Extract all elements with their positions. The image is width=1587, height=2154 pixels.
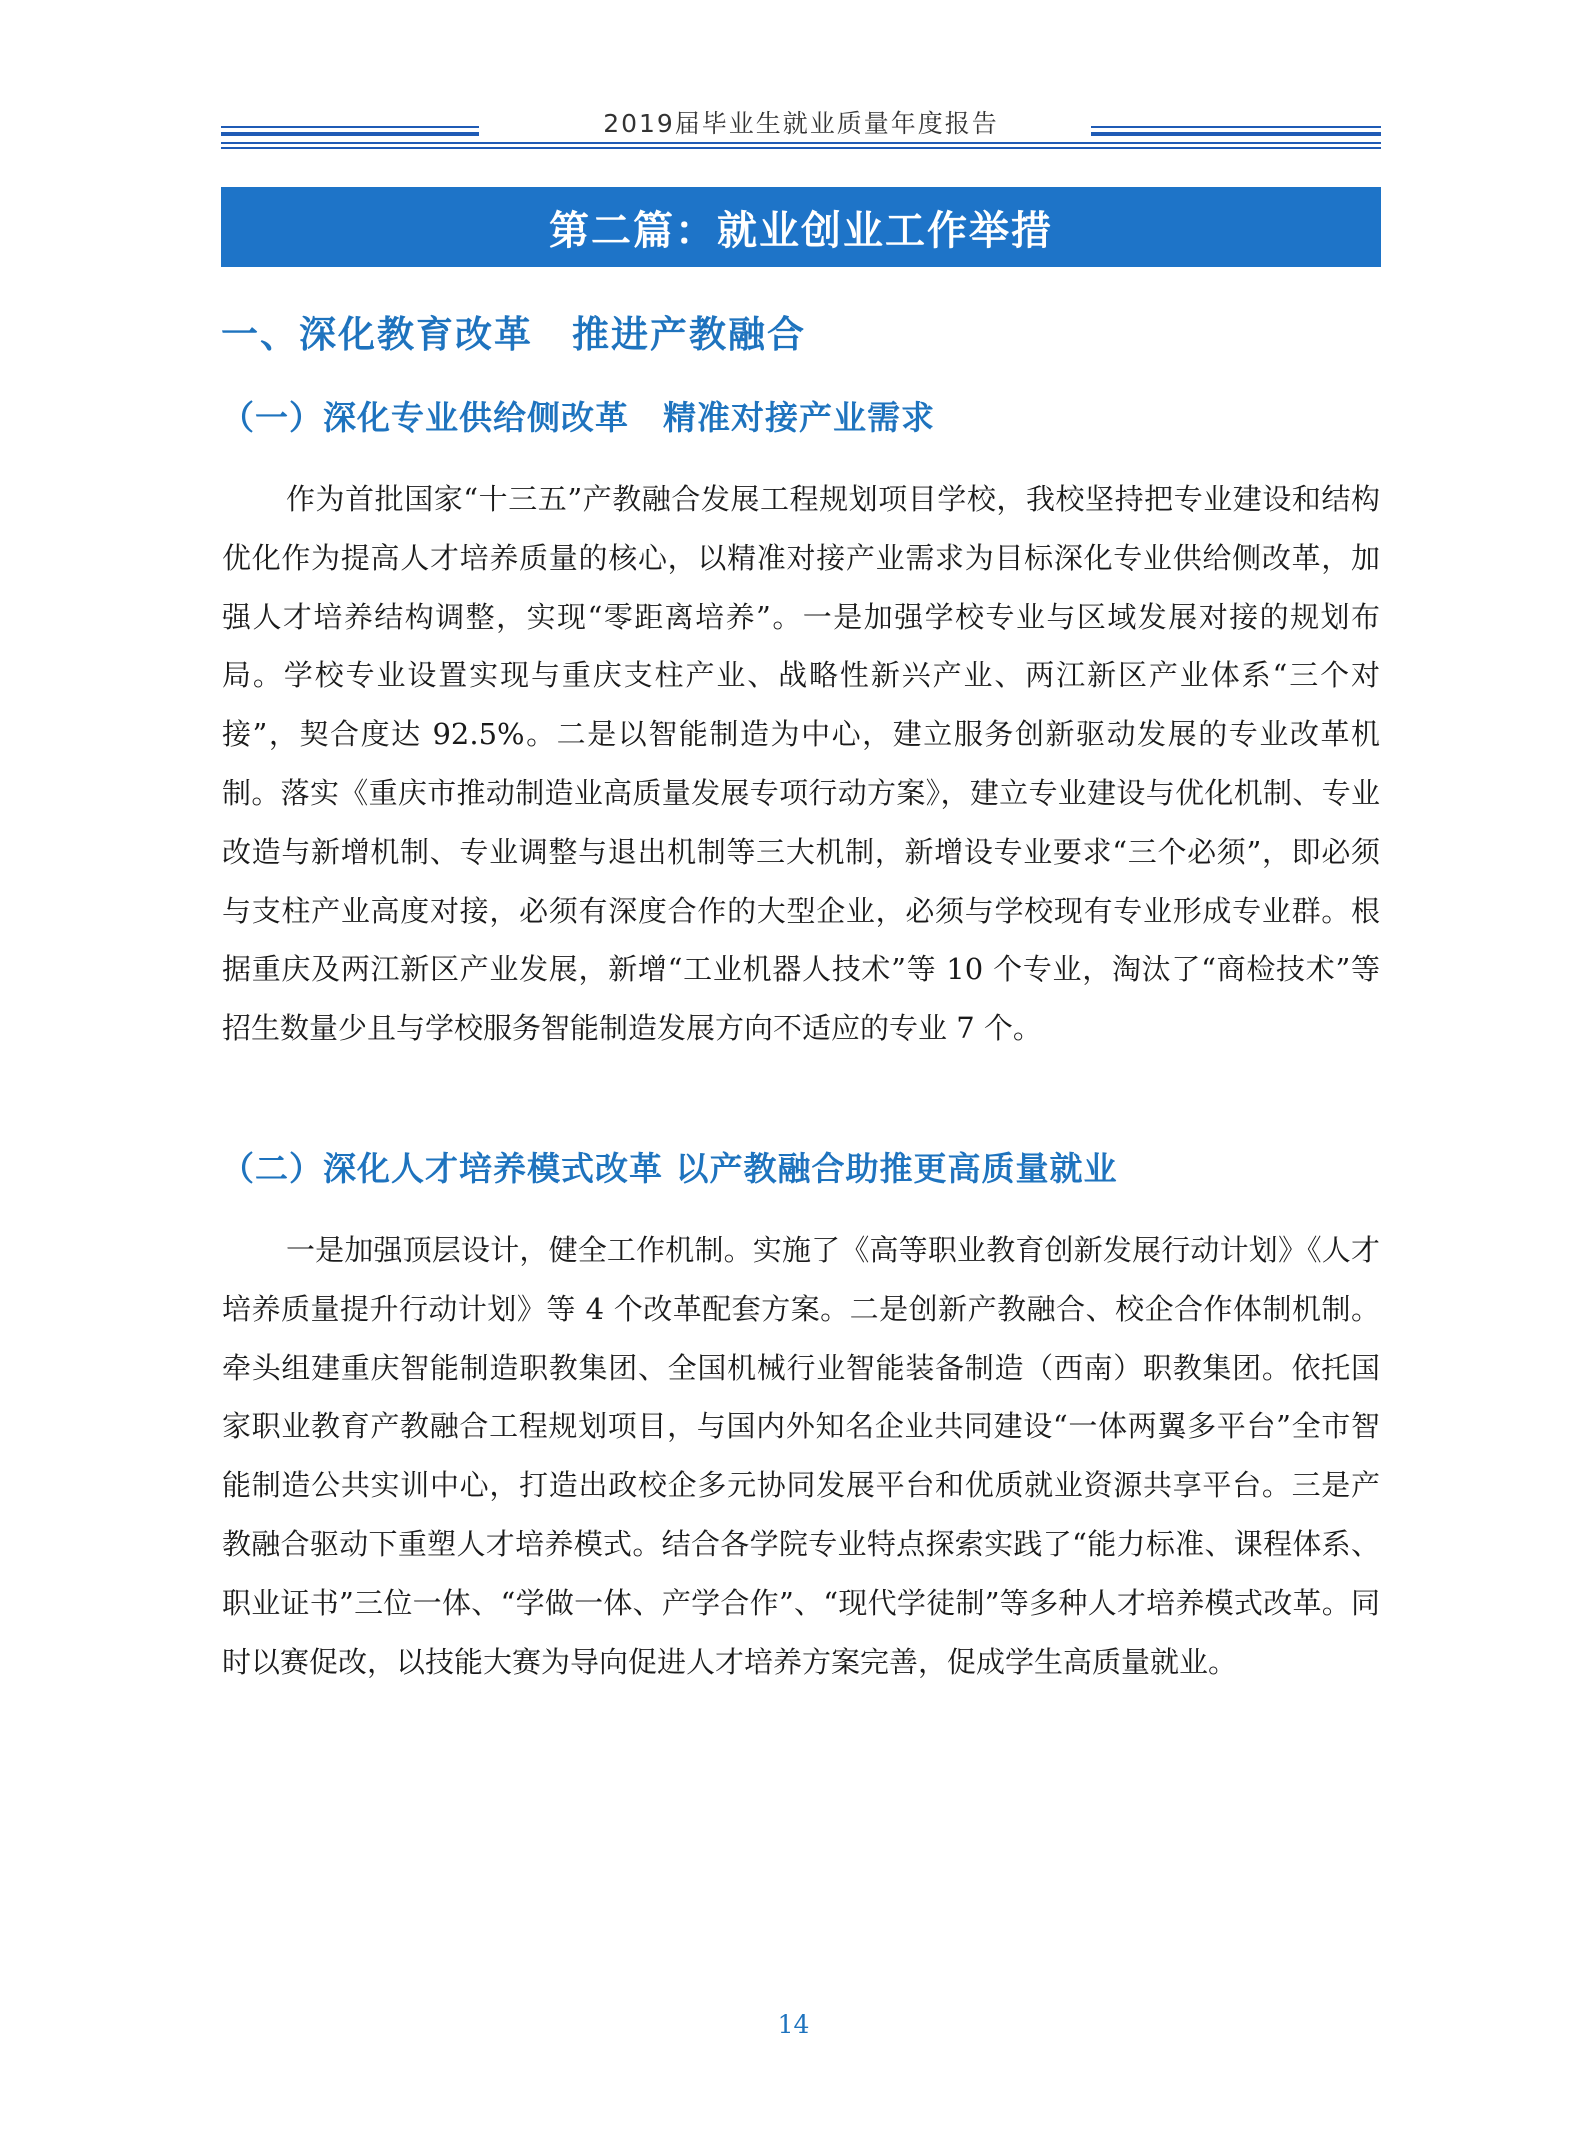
subsection-heading-1: （一）深化专业供给侧改革 精准对接产业需求 <box>221 398 935 437</box>
body-paragraph-2: 一是加强顶层设计，健全工作机制。实施了《高等职业教育创新发展行动计划》《人才培养质量提升行动计划》等 4 个改革配套方案。二是创新产教融合、校企合作体制机制。牵头组建重庆智能制造职教集团、全国机械行业智能装备制造（西南）职教集团。依托国家职业教育产教融合工程规划项目，与国内外知名企业共同建设“一体两翼多平台”全市智能制造公共实训中心，打造出政校企多元协同发展平台和优质就业资源共享平台。三是产教融合驱动下重塑人才培养模式。结合各学院专业特点探索实践了“能力标准、课程体系、职业证书”三位一体、“学做一体、产学合作”、“现代学徒制”等多种人才培养模式改革。同时以赛促改，以技能大赛为导向促进人才培养方案完善，促成学生高质量就业。 <box>222 1233 1380 1679</box>
subsection-heading-2: （二）深化人才培养模式改革 以产教融合助推更高质量就业 <box>221 1149 1118 1188</box>
header-underline-2 <box>221 147 1381 149</box>
header-title: 2019届毕业生就业质量年度报告 <box>603 109 999 138</box>
page-number: 14 <box>777 2010 810 2039</box>
body-paragraph-1: 作为首批国家“十三五”产教融合发展工程规划项目学校，我校坚持把专业建设和结构优化作为提高人才培养质量的核心，以精准对接产业需求为目标深化专业供给侧改革，加强人才培养结构调整，实现“零距离培养”。一是加强学校专业与区域发展对接的规划布局。学校专业设置实现与重庆支柱产业、战略性新兴产业、两江新区产业体系“三个对接”，契合度达 92.5%。二是以智能制造为中心，建立服务创新驱动发展的专业改革机制。落实《重庆市推动制造业高质量发展专项行动方案》，建立专业建设与优化机制、专业改造与新增机制、专业调整与退出机制等三大机制，新增设专业要求“三个必须”，即必须与支柱产业高度对接，必须有深度合作的大型企业，必须与学校现有专业形成专业群。根据重庆及两江新区产业发展，新增“工业机器人技术”等 10 个专业，淘汰了“商检技术”等招生数量少且与学校服务智能制造发展方向不适应的专业 7 个。 <box>222 482 1380 1046</box>
running-header <box>221 104 1381 150</box>
header-underline <box>221 142 1381 144</box>
chapter-title: 第二篇：就业创业工作举措 <box>549 207 1053 254</box>
section-heading-1: 一、深化教育改革 推进产教融合 <box>221 313 806 356</box>
chapter-banner <box>221 187 1381 267</box>
